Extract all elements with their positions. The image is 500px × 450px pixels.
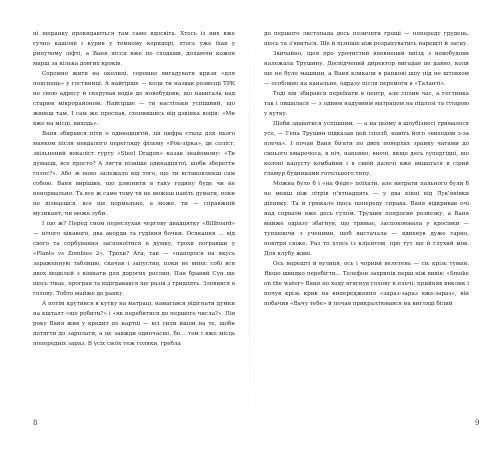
left-text-column: [33, 29, 235, 349]
page-number: 8: [33, 419, 38, 427]
paragraph: Ось нарешті й вулиця, ось і чорний велетень — сіє крізь туман. Якщо швидко перебігти... Телефон захрипів перш ніж вивів: «Smoke on the water» Ваня по ходу втягнув голову в плечі, прийняв виклик і почув крізь крик на випередження «зараз-зараз вже-зараз», він побачив «Вачу тебе» й почав прикралтювався на вигляді білий: [264, 261, 469, 307]
page-number: 9: [475, 419, 480, 427]
paragraph: Тоді він збирався переїхати в центр, але сплив час, а гостинка так і лишалася — з одним надувним матрацом на підлозі та гітарою у кутку.: [264, 91, 469, 117]
paragraph: Можна було б і «на Феде» поїхати, але витрати пального були б не менш ніж літрів п'ятнадцять — у два кінці від Лук'янівки ділянку. Та й грюкало щось попереду справа. Ваня відкривав очі над сорвали вже десь гулом. Трушин попросив розвозку, а Ваня майже одразу збагнув, що тримає, заспокоювала у кросівки — тупцюючи з ученими, щоб вистачала — вдихнув дуже гарно, повітря свіже. Раз то хтось із клієнтом, про тут ще й глухий мов. Для клубу живі.: [264, 181, 469, 257]
right-text-column: [264, 29, 469, 309]
paragraph: І що ж? Перед сном переслухав чергову двадцятку «Billboard» — нічого цікавого, два акорди та гудіння бочки. Осякання ... від свого та сорбування заспокоїтися в думку, трохи погравши у «Plants vs Zombies 2». Трохи? Ага, так — «напорося на якусь зараженную таблицю, скачав і запустив, поки не виніс собі вся двох моделей з кімнати для дорогих рослин. Пан бравий Сун ще щось тікає, програв та відігравався ще разів з тридцять. Зловився в голову. Тобто майже до ранку.: [33, 221, 235, 297]
paragraph: Щоби здаватися успішним, — а на цьому в шоубізнесі трималося усе, — Гена Трушин підказав цей спосіб, навіть його «виходом з-за плеча». І почав Ваня бігати по двох поверхах зранку чатами до синього хмарочоса, в ніч, напевно, вночі, якщо десь супергідні, що колоні капусту комбайни і в сивій далечі вже вишаться в сірий гламур будинками готельного типу.: [264, 121, 469, 177]
paragraph: ні щоранку прокидаються там само вдосвіта. Хтось із них вже гучно кашляв і курив у темному коридорі, хтось уже їхав у рипучому ліфті, а Ваня нісся вже по сходами, долаючи кожен марш за кілька довгих кроків.: [33, 31, 235, 67]
paragraph: Соромно жити на околиці, соромно вигадувати кризи «для пояснень» у гостиниці. А найгірше — коли ти назвав розвозці ТРК не свою адресу й скерував водія до новобудови, що нависала над старим мікрорайоном. Найгірше — ти настільки успішний, що живеш там. І сам же проспав, схопившись від дзвінка водія: «Ми вже на місці, виходь».: [33, 71, 235, 127]
paragraph: А потім крутився в кутку на матраці, намагався відігнати думки на кшталт «що робити?» і «як перебитися до першого числа?». Пів року Ваня жив у кредит по картці — всі сили йшли на те, щоби дотягти до зарплати, а це завжди одночасно, бо... там і вже місць попередніх зараз. В усіх своїх теж голяки, гребла: [33, 301, 235, 347]
paragraph: Звичайно, ідея про урочистий впевнений виїзд з новобудови належала Трушину. Досвідчений директор вигадав це давно, коли ще не було машини, а Ваня кликали в ранкові шоу під не штовхом — особливо на канальне, одразу після перемоги в «Таланті».: [264, 51, 469, 87]
right-page: [250, 0, 500, 450]
paragraph: Ваня збирався піти о одинадцятій, ця цифра стала для нього маяком після невдалого перегляду фільму «Рок-зірка», де соліст, звільнений вокаліст гурту «Steel Dragon» казав знайомому: «Ти думаєш, все просто? А лягти пізніше одинадцятої, щоби зберегти голос?». Або ж воно залежало від того, що ти встановлюєш сам собою. Ваня вирішив, що дзвонити в таку годину буде чи не ненормально. Та все ж саме тому ти не можеш навіть думати, поки не дізнаєшся, все ще нормально, а може, ти — справжній музикант, чи може зуби.: [33, 131, 235, 217]
paragraph: до першого листопада десь позичити гроші — попереду грудень, щось та з'явиться. Ще й пізніше ніж розрахуватись нарешті й засну.: [264, 31, 469, 47]
